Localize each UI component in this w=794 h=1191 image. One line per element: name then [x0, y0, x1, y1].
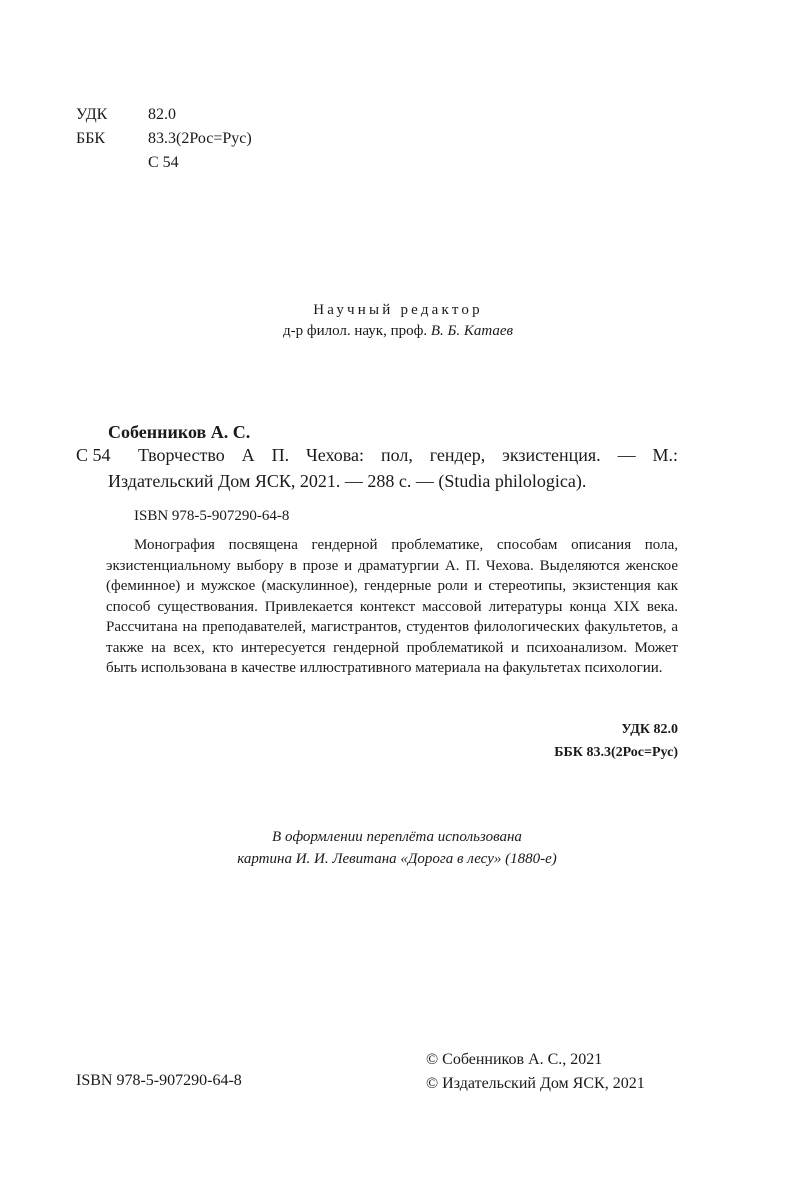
record-udk: УДК 82.0: [621, 722, 678, 737]
classification-block: [76, 103, 336, 175]
footer-isbn: ISBN 978-5-907290-64-8: [76, 1072, 242, 1089]
copyright-publisher: © Издательский Дом ЯСК, 2021: [426, 1075, 645, 1092]
record-author: Собенников А. С.: [108, 422, 251, 442]
record-bbk: ББК 83.3(2Рос=Рус): [554, 745, 678, 760]
record-title-line: Творчество А П. Чехова: пол, гендер, экзистенция. — М.: Издательский Дом ЯСК, 2021. — 288 с. — (Studia philologica).: [108, 445, 678, 491]
udk-value: 82.0: [148, 106, 176, 123]
record-codes: [440, 718, 678, 764]
udk-label: УДК: [76, 106, 108, 123]
record-author-sign: С 54: [76, 445, 111, 465]
cover-note: [150, 826, 644, 870]
cover-note-line2: картина И. И. Левитана «Дорога в лесу» (1880-е): [237, 851, 557, 867]
record-annotation: Монография посвящена гендерной проблематике, способам описания пола, экзистенциальному выбору в прозе и драматургии А. П. Чехова. Выделяются женское (феминное) и мужское (маскулинное), гендерные роли и стереотипы, экзистенция как способ существования. Привлекается контекст массовой литературы конца XIX века. Рассчитана на преподавателей, магистрантов, студентов филологических факультетов, а также на всех, кто интересуется гендерной проблематикой и психоанализом. Может быть использована в качестве иллюстративного материала на факультетах психологии.: [106, 537, 678, 676]
author-sign: С 54: [148, 154, 179, 171]
editor-heading: Научный редактор: [313, 302, 483, 318]
editor-line: [200, 321, 596, 342]
record-isbn: ISBN 978-5-907290-64-8: [134, 508, 290, 524]
bbk-value: 83.3(2Рос=Рус): [148, 130, 252, 147]
editor-name: В. Б. Катаев: [430, 323, 513, 339]
copyright-block: [426, 1048, 645, 1096]
editor-block: [200, 300, 596, 342]
editor-credentials: д-р филол. наук, проф.: [282, 323, 428, 339]
cover-note-line1: В оформлении переплёта использована: [272, 829, 522, 845]
copyright-author: © Собенников А. С., 2021: [426, 1051, 603, 1068]
bbk-label: ББК: [76, 130, 106, 147]
